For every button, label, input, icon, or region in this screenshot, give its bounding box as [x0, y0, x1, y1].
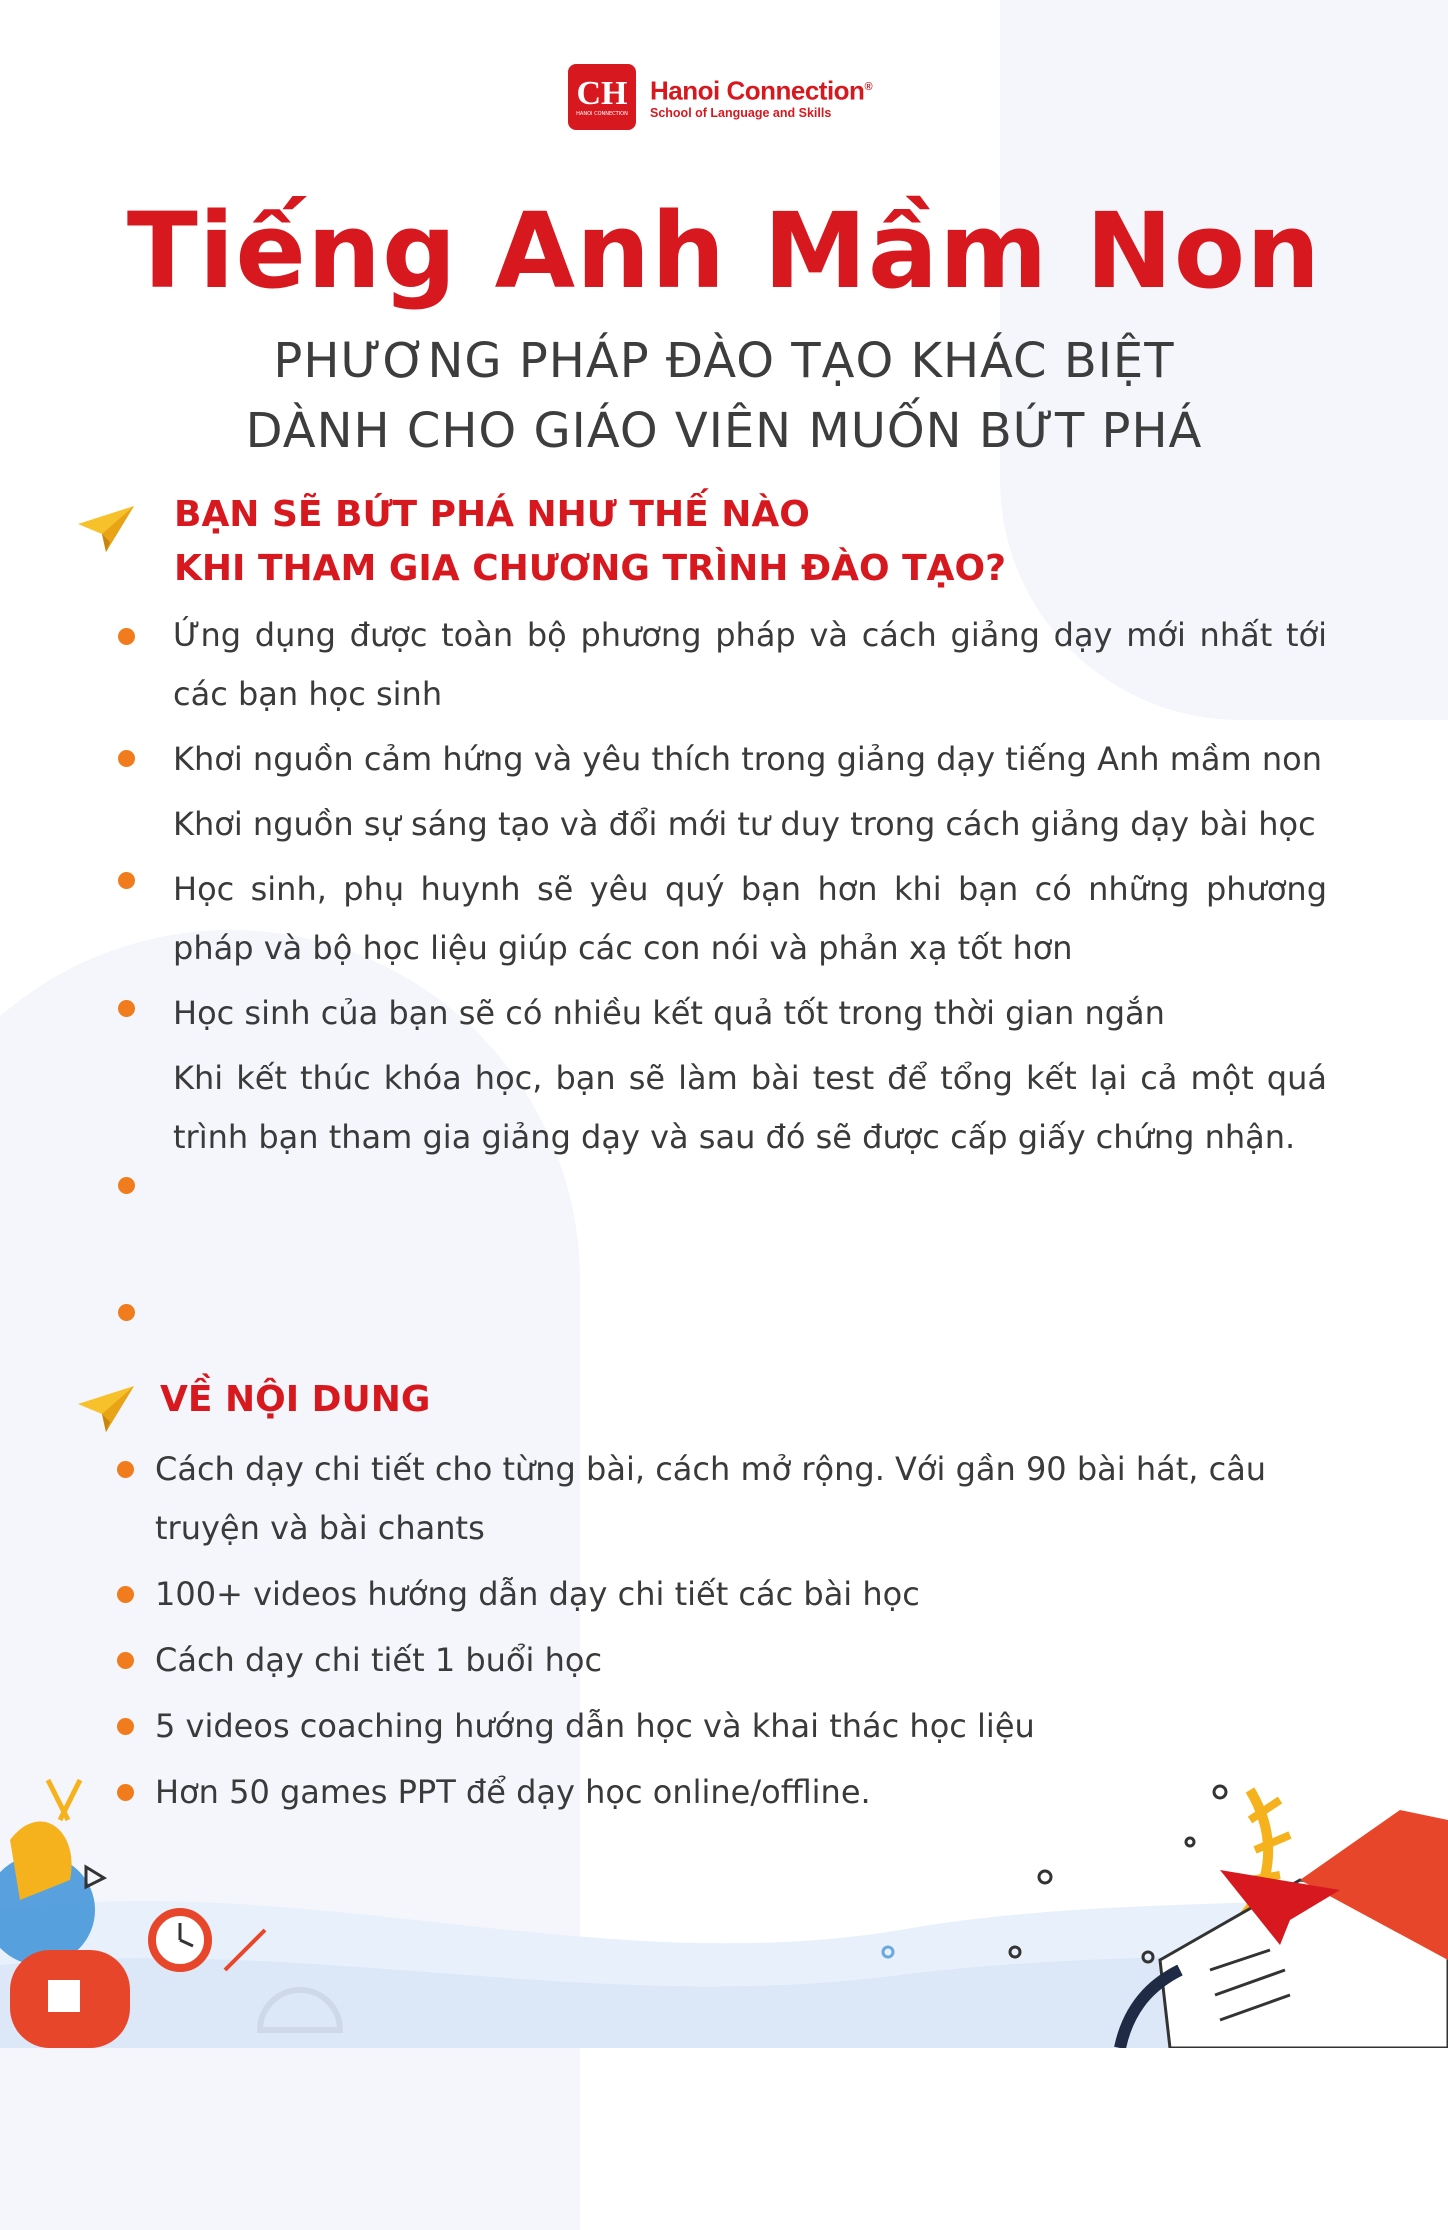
list-item-text: Ứng dụng được toàn bộ phương pháp và cách giảng dạy mới nhất tới các bạn học sinh: [173, 616, 1327, 713]
bullet-dot-icon: [118, 1177, 135, 1194]
bullet-dot-icon: [118, 1304, 135, 1321]
benefits-list: [173, 606, 1327, 1173]
brand-name-text: Hanoi Connection: [650, 75, 865, 106]
paper-plane-icon: [76, 504, 136, 554]
bullet-dot-icon: [118, 628, 135, 645]
list-item: [173, 730, 1327, 789]
list-item: [173, 984, 1327, 1043]
section-heading-line-2: KHI THAM GIA CHƯƠNG TRÌNH ĐÀO TẠO?: [174, 548, 1007, 589]
section-heading-line-1: BẠN SẼ BỨT PHÁ NHƯ THẾ NÀO: [174, 494, 810, 535]
logo-mark-small-text: HANOI CONNECTION: [576, 110, 628, 117]
logo-mark-letters: CH: [576, 74, 628, 112]
list-item: [155, 1440, 1355, 1558]
paper-plane-icon: [76, 1384, 136, 1434]
triangle-icon: [86, 1867, 104, 1887]
bullet-dot-icon: [117, 1718, 134, 1735]
bullet-dot-icon: [117, 1586, 134, 1603]
logo-text: [650, 73, 872, 121]
registered-mark: ®: [864, 81, 873, 94]
brand-name: [650, 73, 872, 105]
list-item: [155, 1631, 1355, 1690]
list-item-text: Khơi nguồn sự sáng tạo và đổi mới tư duy trong cách giảng dạy bài học: [173, 805, 1316, 843]
bullet-dot-icon: [118, 750, 135, 767]
small-circle-icon: [1039, 1871, 1051, 1883]
bottom-decoration: [0, 1760, 1448, 2048]
list-item: [173, 606, 1327, 724]
list-item-text: Học sinh của bạn sẽ có nhiều kết quả tốt trong thời gian ngắn: [173, 994, 1165, 1032]
list-item: [173, 1049, 1327, 1167]
bullet-dot-icon: [117, 1461, 134, 1478]
list-item: [173, 795, 1327, 854]
small-circle-icon: [1186, 1838, 1194, 1846]
subtitle-line-1: PHƯƠNG PHÁP ĐÀO TẠO KHÁC BIỆT: [273, 333, 1175, 389]
logo-mark-icon: [568, 64, 636, 130]
list-item-text: 5 videos coaching hướng dẫn học và khai thác học liệu: [155, 1707, 1035, 1745]
list-item: [155, 1697, 1355, 1756]
small-circle-icon: [1214, 1786, 1226, 1798]
scissors-icon: [48, 1780, 80, 1820]
list-item: [155, 1565, 1355, 1624]
list-item-text: Khi kết thúc khóa học, bạn sẽ làm bài test để tổng kết lại cả một quá trình bạn tham gia giảng dạy và sau đó sẽ được cấp giấy chứng nhận.: [173, 1059, 1327, 1156]
bullet-dot-icon: [118, 1000, 135, 1017]
section-heading-content: VỀ NỘI DUNG: [160, 1379, 431, 1420]
list-item-text: Cách dạy chi tiết 1 buổi học: [155, 1641, 603, 1679]
section-heading-breakthrough: [174, 488, 1006, 596]
list-item-text: Học sinh, phụ huynh sẽ yêu quý bạn hơn khi bạn có những phương pháp và bộ học liệu giúp các con nói và phản xạ tốt hơn: [173, 870, 1327, 967]
list-item: [173, 860, 1327, 978]
list-item-text: Cách dạy chi tiết cho từng bài, cách mở rộng. Với gần 90 bài hát, câu truyện và bài chants: [155, 1450, 1267, 1547]
list-item-text: Khơi nguồn cảm hứng và yêu thích trong giảng dạy tiếng Anh mầm non: [173, 740, 1322, 778]
brand-tagline: School of Language and Skills: [650, 105, 832, 120]
subtitle-line-2: DÀNH CHO GIÁO VIÊN MUỐN BỨT PHÁ: [245, 403, 1203, 459]
page-title: Tiếng Anh Mầm Non: [126, 190, 1322, 312]
bullet-dot-icon: [117, 1652, 134, 1669]
backpack-patch-icon: [48, 1980, 80, 2012]
brand-logo[interactable]: [568, 64, 872, 130]
bullet-dot-icon: [118, 872, 135, 889]
list-item-text: Hơn 50 games PPT để dạy học online/offline.: [155, 1773, 871, 1811]
list-item-text: 100+ videos hướng dẫn dạy chi tiết các bài học: [155, 1575, 920, 1613]
page-subtitle: [0, 326, 1448, 466]
